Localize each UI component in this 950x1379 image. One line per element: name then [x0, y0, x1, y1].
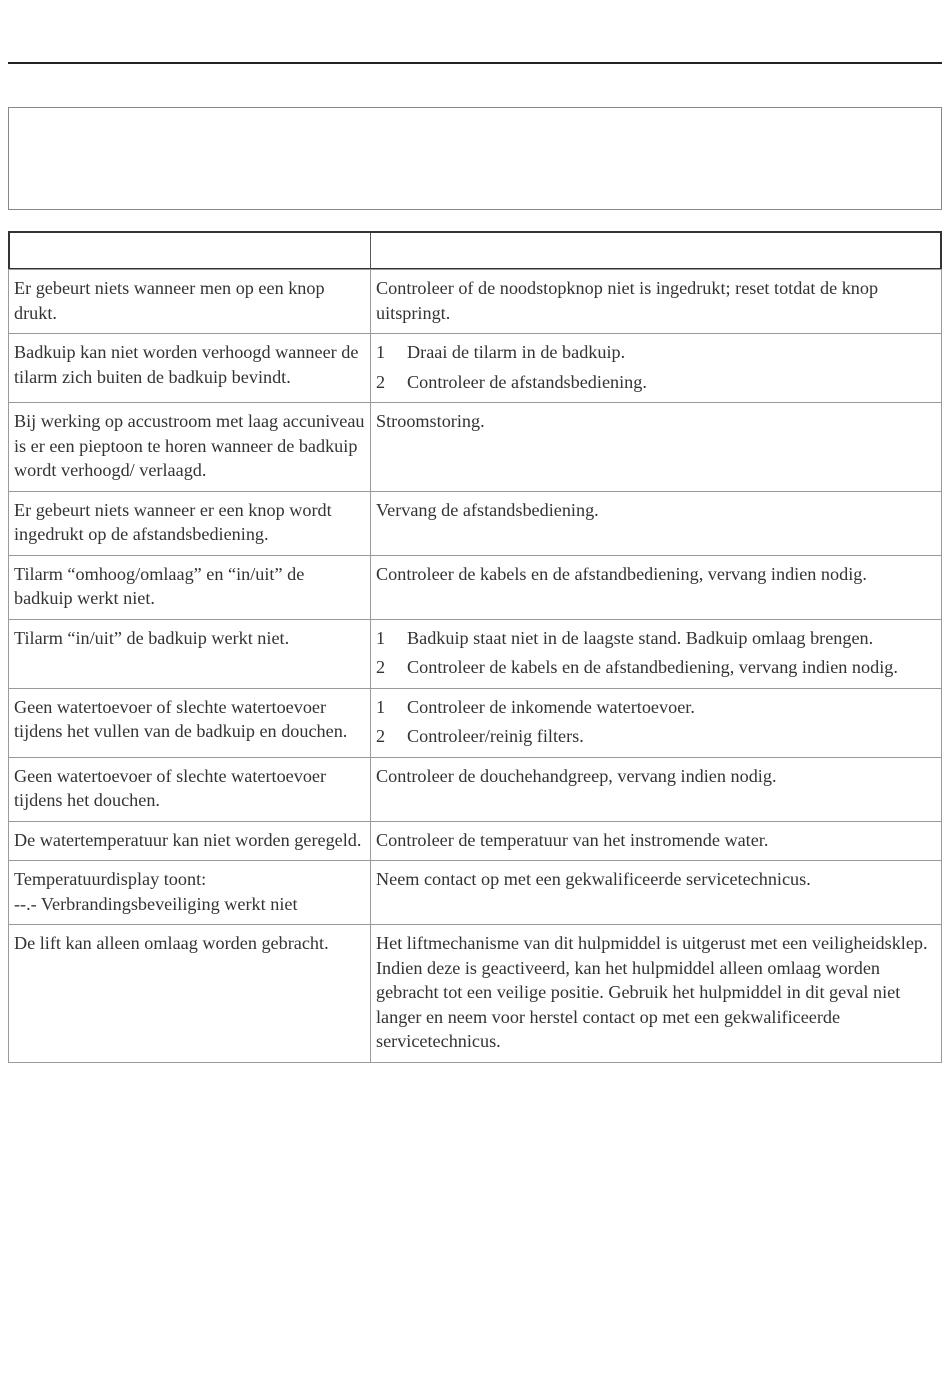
solution-step [376, 695, 937, 720]
problem-cell: Tilarm “omhoog/omlaag” en “in/uit” de badkuip werkt niet. [9, 555, 371, 619]
solution-step [376, 370, 937, 395]
solution-cell: Controleer de kabels en de afstandbediening, vervang indien nodig. [371, 555, 942, 619]
problem-line: Temperatuurdisplay toont: [14, 869, 207, 889]
solution-cell: Het liftmechanisme van dit hulpmiddel is uitgerust met een veiligheidsklep. Indien deze is geactiveerd, kan het hulpmiddel alleen omlaag worden gebracht tot een veilige positie. Gebruik het hulpmiddel in dit geval niet langer en neem voor herstel contact op met een gekwalificeerde servicetechnicus. [371, 925, 942, 1063]
solution-cell [371, 334, 942, 403]
solution-step [376, 626, 937, 651]
solution-cell: Controleer de douchehandgreep, vervang indien nodig. [371, 757, 942, 821]
solution-cell [371, 688, 942, 757]
solution-cell: Vervang de afstandsbediening. [371, 491, 942, 555]
step-text: Controleer de kabels en de afstandbediening, vervang indien nodig. [407, 657, 898, 677]
step-number: 2 [376, 657, 386, 677]
solution-cell: Controleer de temperatuur van het instromende water. [371, 821, 942, 861]
notice-box [8, 107, 942, 210]
step-number: 2 [376, 726, 386, 746]
problem-cell: Bij werking op accustroom met laag accuniveau is er een pieptoon te horen wanneer de badkuip wordt verhoogd/ verlaagd. [9, 403, 371, 492]
table-row [9, 757, 942, 821]
troubleshooting-table [8, 269, 942, 1063]
table-row [9, 270, 942, 334]
solution-step [376, 655, 937, 680]
step-number: 2 [376, 371, 386, 392]
step-text: Controleer/reinig filters. [407, 726, 584, 746]
table-row [9, 334, 942, 403]
step-text: Badkuip staat niet in de laagste stand. Badkuip omlaag brengen. [407, 627, 874, 648]
table-row [9, 619, 942, 688]
solution-cell [371, 619, 942, 688]
problem-cell [9, 861, 371, 925]
table-row [9, 925, 942, 1063]
solution-cell: Stroomstoring. [371, 403, 942, 492]
solution-cell: Neem contact op met een gekwalificeerde servicetechnicus. [371, 861, 942, 925]
problem-cell: Badkuip kan niet worden verhoogd wanneer de tilarm zich buiten de badkuip bevindt. [9, 334, 371, 403]
step-text: Controleer de inkomende watertoevoer. [407, 696, 695, 717]
table-row [9, 861, 942, 925]
table-row [9, 821, 942, 861]
solution-step [376, 724, 937, 749]
table-row [9, 555, 942, 619]
step-text: Draai de tilarm in de badkuip. [407, 342, 626, 362]
step-number: 1 [376, 696, 386, 717]
table-row [9, 403, 942, 492]
step-text: Controleer de afstandsbediening. [407, 371, 647, 392]
step-number: 1 [376, 627, 386, 648]
step-number: 1 [376, 342, 386, 362]
problem-cell: Geen watertoevoer of slechte watertoevoer tijdens het vullen van de badkuip en douchen. [9, 688, 371, 757]
table-row [9, 688, 942, 757]
top-rule [8, 62, 942, 64]
table-header [8, 231, 942, 270]
problem-cell: De watertemperatuur kan niet worden geregeld. [9, 821, 371, 861]
problem-cell: Er gebeurt niets wanneer men op een knop drukt. [9, 270, 371, 334]
problem-cell: De lift kan alleen omlaag worden gebracht. [9, 925, 371, 1063]
solution-cell: Controleer of de noodstopknop niet is ingedrukt; reset totdat de knop uitspringt. [371, 270, 942, 334]
problem-cell: Tilarm “in/uit” de badkuip werkt niet. [9, 619, 371, 688]
table-row [9, 491, 942, 555]
problem-line: --.- Verbrandingsbeveiliging werkt niet [14, 893, 298, 914]
problem-cell: Geen watertoevoer of slechte watertoevoer tijdens het douchen. [9, 757, 371, 821]
problem-cell: Er gebeurt niets wanneer er een knop wordt ingedrukt op de afstandsbediening. [9, 491, 371, 555]
header-divider [370, 233, 371, 268]
solution-step [376, 340, 937, 365]
